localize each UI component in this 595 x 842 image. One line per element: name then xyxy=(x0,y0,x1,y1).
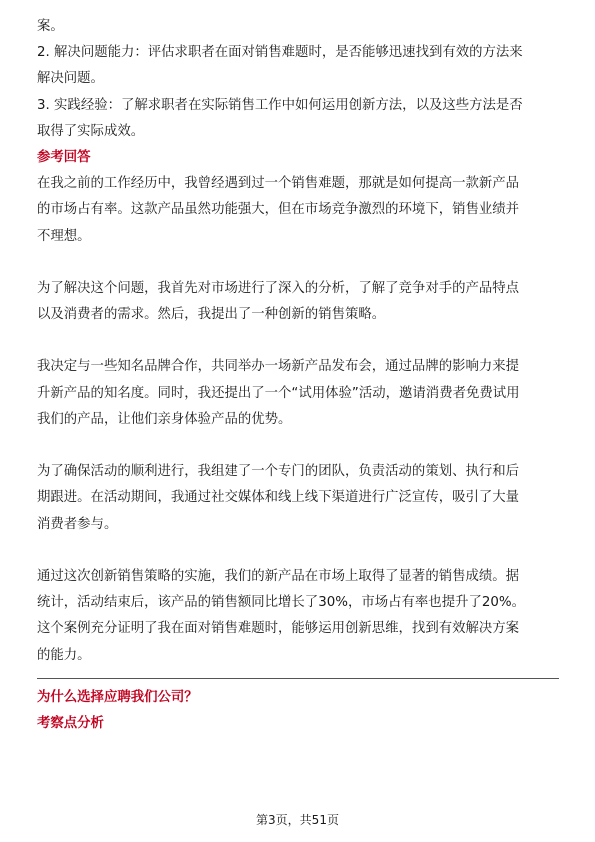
paragraph-line: 的市场占有率。这款产品虽然功能强大，但在市场竞争激烈的环境下，销售业绩并 xyxy=(37,202,520,218)
paragraph-line: 为了解决这个问题，我首先对市场进行了深入的分析，了解了竞争对手的产品特点 xyxy=(37,280,520,296)
page-number: 第3页，共51页 xyxy=(256,813,339,827)
paragraph-line: 这个案例充分证明了我在面对销售难题时，能够运用创新思维，找到有效解决方案 xyxy=(37,621,520,637)
paragraph-line: 在我之前的工作经历中，我曾经遇到过一个销售难题，那就是如何提高一款新产品 xyxy=(37,176,520,192)
next-question-title: 为什么选择应聘我们公司？ xyxy=(37,689,198,705)
paragraph-gap xyxy=(37,538,559,564)
paragraph-gap xyxy=(37,328,559,354)
document-body xyxy=(37,14,559,737)
intro-line: 3. 实践经验：了解求职者在实际销售工作中如何运用创新方法，以及这些方法是否 xyxy=(37,97,523,113)
paragraph-line: 的能力。 xyxy=(37,647,91,663)
paragraph-gap xyxy=(37,250,559,276)
answer-paragraph-4 xyxy=(37,459,559,538)
paragraph-gap xyxy=(37,433,559,459)
intro-line: 案。 xyxy=(37,19,64,34)
answer-heading: 参考回答 xyxy=(37,149,91,165)
paragraph-line: 为了确保活动的顺利进行，我组建了一个专门的团队，负责活动的策划、执行和后 xyxy=(37,464,520,480)
intro-line: 取得了实际成效。 xyxy=(37,123,145,139)
paragraph-line: 升新产品的知名度。同时，我还提出了一个“试用体验”活动，邀请消费者免费试用 xyxy=(37,385,520,401)
paragraph-line: 期跟进。在活动期间，我通过社交媒体和线上线下渠道进行广泛宣传，吸引了大量 xyxy=(37,490,520,506)
section-divider xyxy=(37,678,559,679)
paragraph-line: 我决定与一些知名品牌合作，共同举办一场新产品发布会，通过品牌的影响力来提 xyxy=(37,359,520,375)
answer-paragraph-2 xyxy=(37,276,559,328)
answer-paragraph-1 xyxy=(37,171,559,250)
paragraph-line: 不理想。 xyxy=(37,228,91,244)
paragraph-line: 以及消费者的需求。然后，我提出了一种创新的销售策略。 xyxy=(37,307,386,323)
intro-line: 解决问题。 xyxy=(37,71,104,87)
answer-paragraph-5 xyxy=(37,564,559,669)
paragraph-line: 统计，活动结束后，该产品的销售额同比增长了30%，市场占有率也提升了20%。 xyxy=(37,595,526,611)
paragraph-line: 我们的产品，让他们亲身体验产品的优势。 xyxy=(37,411,292,427)
answer-paragraph-3 xyxy=(37,354,559,433)
paragraph-line: 通过这次创新销售策略的实施，我们的新产品在市场上取得了显著的销售成绩。据 xyxy=(37,568,520,584)
analysis-heading: 考察点分析 xyxy=(37,715,104,731)
paragraph-line: 消费者参与。 xyxy=(37,516,118,532)
intro-line: 2. 解决问题能力：评估求职者在面对销售难题时，是否能够迅速找到有效的方法来 xyxy=(37,45,523,61)
